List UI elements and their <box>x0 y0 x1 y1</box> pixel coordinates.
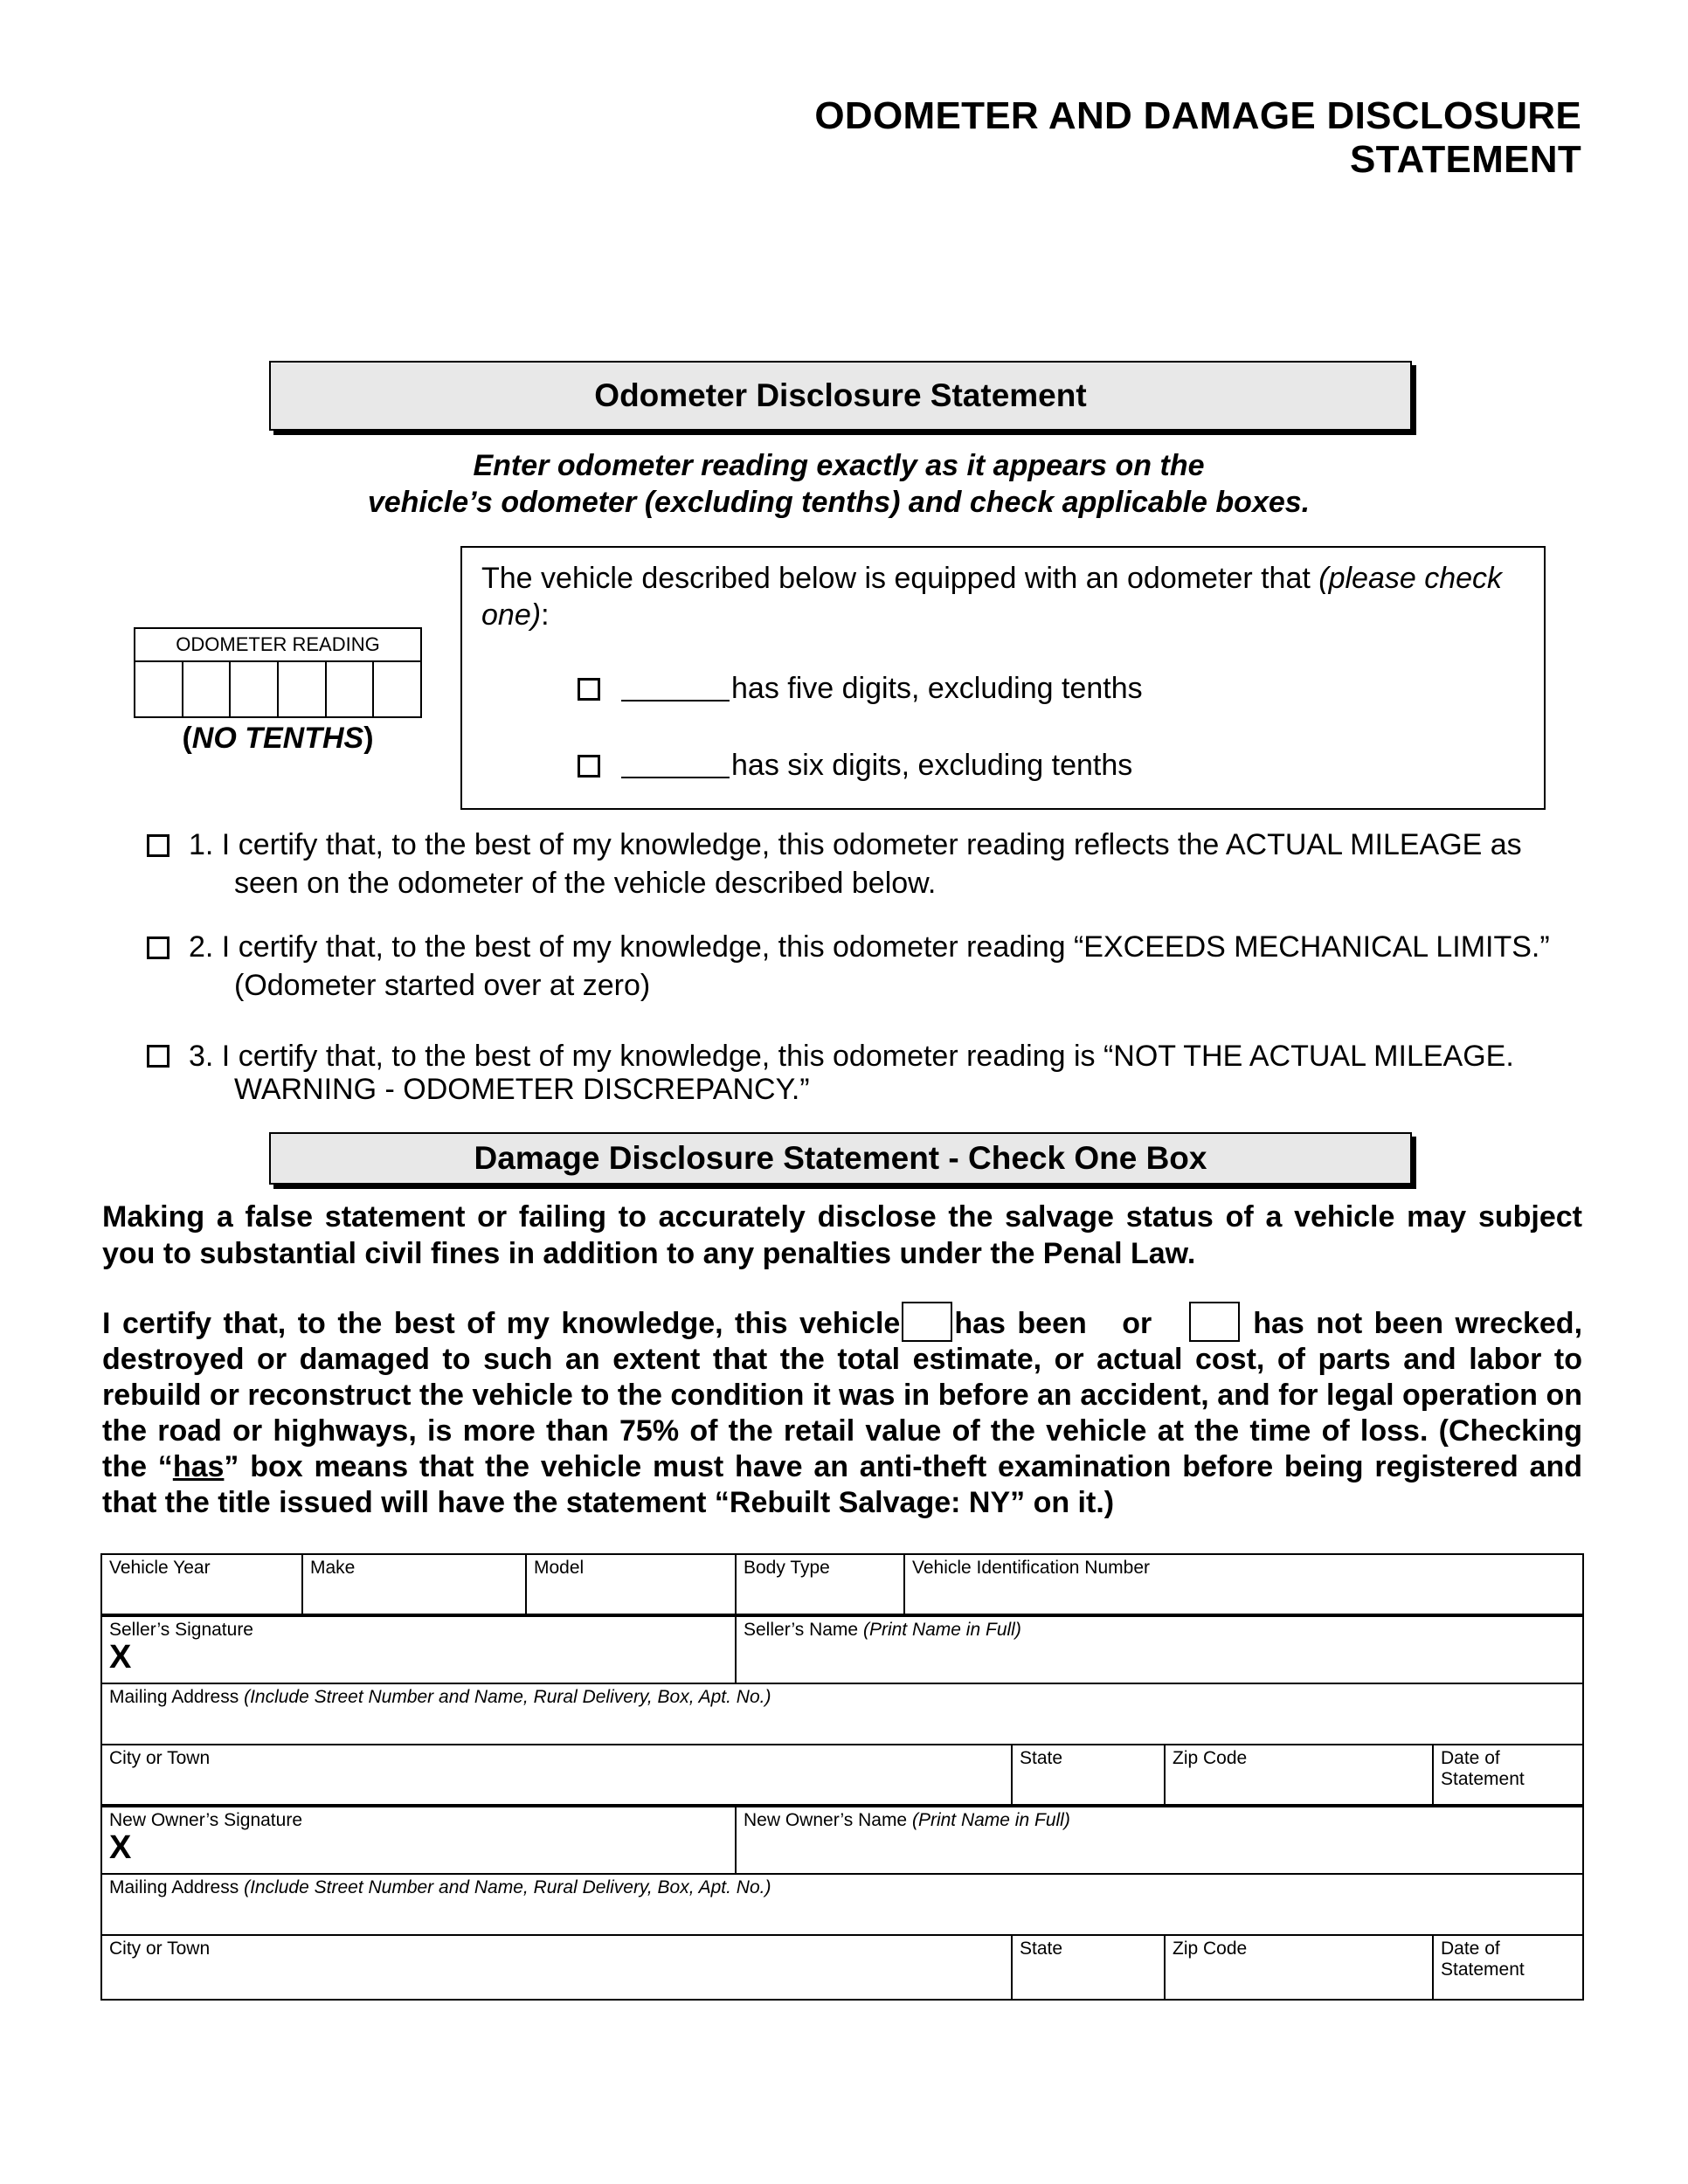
odometer-digit-cell[interactable] <box>374 662 420 718</box>
seller-zip-label: Zip Code <box>1173 1748 1248 1768</box>
seller-signature-row <box>101 1615 1583 1683</box>
seller-mailing-note: (Include Street Number and Name, Rural Delivery, Box, Apt. No.) <box>244 1687 771 1707</box>
new-owner-signature-x: X <box>109 1829 132 1866</box>
has-not-been-checkbox[interactable] <box>1189 1302 1240 1342</box>
odometer-type-intro <box>481 560 1530 633</box>
new-owner-state-label: State <box>1020 1939 1063 1959</box>
odometer-digit-cell[interactable] <box>327 662 375 718</box>
damage-section-heading <box>269 1132 1412 1185</box>
odometer-heading-text: Odometer Disclosure Statement <box>594 377 1087 413</box>
odometer-section-heading <box>269 361 1412 431</box>
page-title: ODOMETER AND DAMAGE DISCLOSURE STATEMENT <box>814 94 1581 181</box>
certification-1-line-2: seen on the odometer of the vehicle described below. <box>234 867 937 900</box>
new-owner-date-label: Date of Statement <box>1441 1939 1525 1980</box>
seller-city-label: City or Town <box>109 1748 211 1768</box>
seller-signature-label: Seller’s Signature <box>109 1620 253 1640</box>
vin-field[interactable] <box>904 1554 1583 1615</box>
odometer-digit-cell[interactable] <box>135 662 183 718</box>
no-tenths-text: NO TENTHS <box>191 722 364 755</box>
odometer-reading-label: ODOMETER READING <box>135 629 420 662</box>
new-owner-zip-field[interactable] <box>1165 1935 1433 2000</box>
certification-3-line-1: 3. I certify that, to the best of my knowledge, this odometer reading is “NOT THE ACTUAL MILEAGE. <box>189 1040 1514 1073</box>
new-owner-name-field[interactable] <box>736 1806 1583 1874</box>
new-owner-state-field[interactable] <box>1012 1935 1165 2000</box>
new-owner-signature-field[interactable] <box>101 1806 736 1874</box>
has-been-checkbox[interactable] <box>902 1302 952 1342</box>
odometer-reading-box <box>134 627 422 718</box>
seller-state-label: State <box>1020 1748 1063 1768</box>
option-six-digits <box>578 749 1132 783</box>
false-statement-warning: Making a false statement or failing to accurately disclose the salvage status of a vehicle may subject you to substantial civil fines in addition to any penalties under the Penal Law. <box>102 1200 1582 1270</box>
new-owner-mailing-note: (Include Street Number and Name, Rural Delivery, Box, Apt. No.) <box>244 1877 771 1897</box>
certification-1-line-1: 1. I certify that, to the best of my knowledge, this odometer reading reflects the ACTUAL MILEAGE as <box>189 828 1522 861</box>
new-owner-date-field[interactable] <box>1433 1935 1583 2000</box>
option-five-digits <box>578 672 1143 706</box>
odometer-instructions <box>262 447 1415 521</box>
five-digits-blank[interactable] <box>621 677 730 702</box>
certify-body: has not been wrecked, destroyed or damaged to such an extent that the total estimate, or actual cost, of parts and labor to rebuild or reconstruct the vehicle to the condition it was in before an accident, and for legal operation on the road or highways, is more than 75% of the retail value of the vehicle at the time of loss. (Checking the “ <box>102 1307 1583 1483</box>
odometer-digit-cells <box>135 662 420 718</box>
odometer-digit-cell[interactable] <box>231 662 279 718</box>
make-field[interactable] <box>302 1554 526 1615</box>
certification-3-checkbox[interactable] <box>147 1045 169 1068</box>
seller-name-field[interactable] <box>736 1615 1583 1683</box>
certification-2-line-1: 2. I certify that, to the best of my knowledge, this odometer reading “EXCEEDS MECHANICAL LIMITS.” <box>189 930 1550 964</box>
make-label: Make <box>310 1558 356 1578</box>
certification-3-line-2: WARNING - ODOMETER DISCREPANCY.” <box>234 1073 810 1106</box>
seller-date-field[interactable] <box>1433 1745 1583 1806</box>
seller-zip-field[interactable] <box>1165 1745 1433 1806</box>
new-owner-signature-row <box>101 1806 1583 1874</box>
new-owner-mailing-label: Mailing Address <box>109 1877 245 1897</box>
seller-city-row <box>101 1745 1583 1806</box>
certification-1 <box>147 826 1562 902</box>
new-owner-name-label: New Owner’s Name <box>744 1810 912 1830</box>
five-digits-label: has five digits, excluding tenths <box>731 672 1143 705</box>
seller-name-label: Seller’s Name <box>744 1620 863 1640</box>
new-owner-print-full-note: (Print Name in Full) <box>911 1810 1070 1830</box>
odometer-digit-cell[interactable] <box>183 662 232 718</box>
seller-date-label: Date of Statement <box>1441 1748 1525 1789</box>
new-owner-mailing-row <box>101 1874 1583 1935</box>
new-owner-city-label: City or Town <box>109 1939 211 1959</box>
instructions-line-2: vehicle’s odometer (excluding tenths) and check applicable boxes. <box>367 486 1311 519</box>
new-owner-mailing-address-field[interactable] <box>101 1874 1583 1935</box>
new-owner-zip-label: Zip Code <box>1173 1939 1248 1959</box>
body-type-field[interactable] <box>736 1554 904 1615</box>
six-digits-checkbox[interactable] <box>578 755 600 778</box>
paren-open: ( <box>182 722 192 755</box>
seller-city-field[interactable] <box>101 1745 1012 1806</box>
certification-2-line-2: (Odometer started over at zero) <box>234 969 651 1002</box>
no-tenths-note <box>134 722 422 756</box>
certify-end: ” box means that the vehicle must have an anti-theft examination before being registered and that the title issued will have the statement “Rebuilt Salvage: NY” on it.) <box>102 1450 1583 1519</box>
seller-mailing-label: Mailing Address <box>109 1687 245 1707</box>
or-label: or <box>1122 1307 1152 1340</box>
seller-signature-field[interactable] <box>101 1615 736 1683</box>
equipped-text: The vehicle described below is equipped with an odometer that <box>481 562 1319 595</box>
seller-state-field[interactable] <box>1012 1745 1165 1806</box>
six-digits-blank[interactable] <box>621 754 730 778</box>
vehicle-year-label: Vehicle Year <box>109 1558 211 1578</box>
please-check-one: (please check one) <box>481 562 1503 632</box>
new-owner-city-row <box>101 1935 1583 2000</box>
model-field[interactable] <box>526 1554 736 1615</box>
seller-mailing-address-field[interactable] <box>101 1683 1583 1745</box>
odometer-digit-cell[interactable] <box>279 662 327 718</box>
vehicle-row <box>101 1554 1583 1615</box>
body-type-label: Body Type <box>744 1558 830 1578</box>
instructions-line-1: Enter odometer reading exactly as it appears on the <box>473 449 1205 482</box>
has-been-label: has been <box>954 1307 1087 1340</box>
seller-mailing-row <box>101 1683 1583 1745</box>
odometer-type-box <box>460 546 1546 810</box>
certification-1-checkbox[interactable] <box>147 834 169 857</box>
certify-start: I certify that, to the best of my knowledge, this vehicle <box>102 1307 901 1340</box>
paren-close: ) <box>363 722 374 755</box>
has-underlined: has <box>172 1450 225 1483</box>
new-owner-city-field[interactable] <box>101 1935 1012 2000</box>
six-digits-label: has six digits, excluding tenths <box>731 749 1133 782</box>
vehicle-owner-fields <box>100 1553 1584 2001</box>
new-owner-signature-label: New Owner’s Signature <box>109 1810 302 1830</box>
equipped-colon: : <box>541 598 550 632</box>
certification-3 <box>147 1040 1562 1106</box>
damage-heading-text: Damage Disclosure Statement - Check One Box <box>474 1140 1207 1176</box>
vehicle-year-field[interactable] <box>101 1554 302 1615</box>
seller-signature-x: X <box>109 1639 132 1676</box>
model-label: Model <box>534 1558 585 1578</box>
certification-2-checkbox[interactable] <box>147 936 169 959</box>
seller-print-full-note: (Print Name in Full) <box>862 1620 1021 1640</box>
vin-label: Vehicle Identification Number <box>912 1558 1150 1578</box>
certification-2 <box>147 928 1562 1005</box>
damage-certification <box>102 1302 1582 1521</box>
five-digits-checkbox[interactable] <box>578 678 600 701</box>
